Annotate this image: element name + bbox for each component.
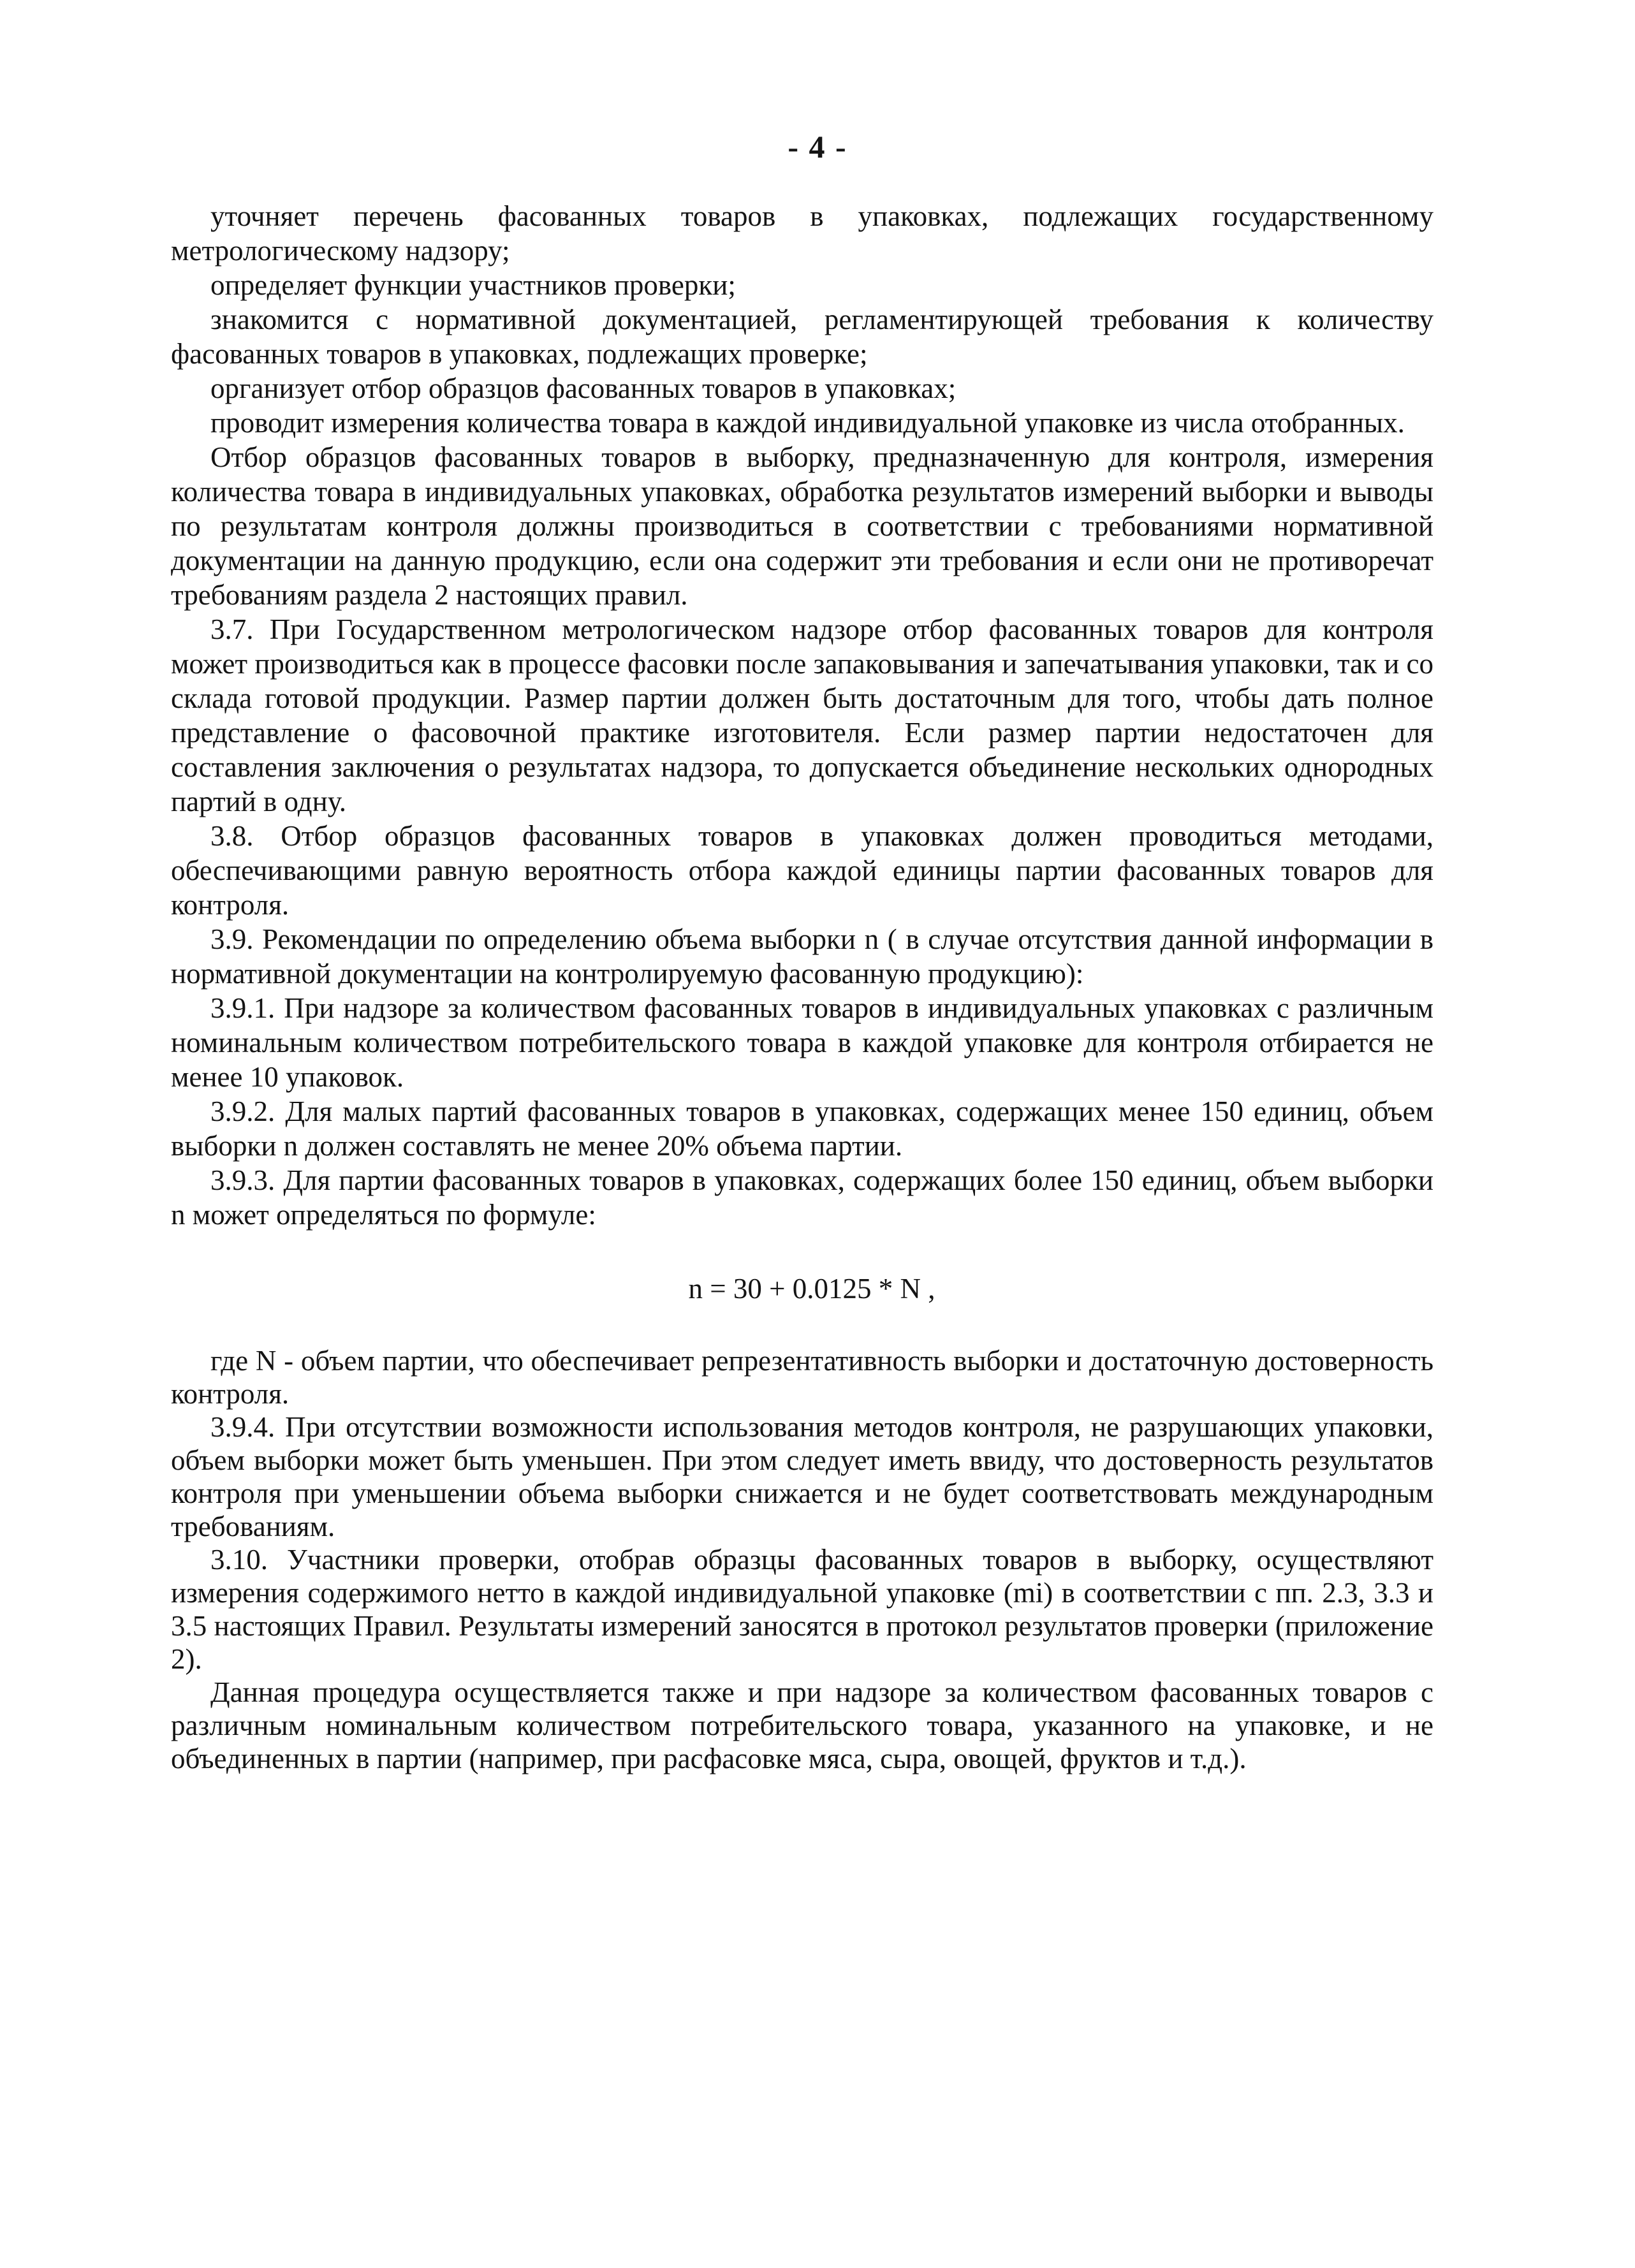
paragraph-3-9-3: 3.9.3. Для партии фасованных товаров в упаковках, содержащих более 150 единиц, объем выборки n может определяться по формуле: (171, 1164, 1433, 1231)
paragraph-3-9-2: 3.9.2. Для малых партий фасованных товаров в упаковках, содержащих менее 150 единиц, объем выборки n должен составлять не менее 20% объема партии. (171, 1095, 1433, 1162)
paragraph-3-9-1: 3.9.1. При надзоре за количеством фасованных товаров в индивидуальных упаковках с различным номинальным количеством потребительского товара в каждой упаковке для контроля отбирается не менее 10 упаковок. (171, 992, 1433, 1093)
page-number: - 4 - (788, 129, 847, 165)
paragraph-3-9-4: 3.9.4. При отсутствии возможности использования методов контроля, не разрушающих упаковки, объем выборки может быть уменьшен. При этом следует иметь ввиду, что достоверность результатов контроля при уменьшении объема выборки снижается и не будет соответствовать международным требованиям. (171, 1411, 1433, 1542)
paragraph-procedure-note: Данная процедура осуществляется также и при надзоре за количеством фасованных товаров с различным номинальным количеством потребительского товара, указанного на упаковке, и не объединенных в партии (например, при расфасовке мяса, сыра, овощей, фруктов и т.д.). (171, 1676, 1433, 1774)
paragraph-3-9: 3.9. Рекомендации по определению объема выборки n ( в случае отсутствия данной информации в нормативной документации на контролируемую фасованную продукцию): (171, 923, 1433, 990)
paragraph-sampling-requirements: Отбор образцов фасованных товаров в выборку, предназначенную для контроля, измерения количества товара в индивидуальных упаковках, обработка результатов измерений выборки и выводы по результатам контроля должны производиться в соответствии с требованиями нормативной документации на данную продукцию, если она содержит эти требования и если они не противоречат требованиям раздела 2 настоящих правил. (171, 441, 1433, 611)
paragraph-list-item-3: знакомится с нормативной документацией, регламентирующей требования к количеству фасованных товаров в упаковках, подлежащих проверке; (171, 304, 1433, 370)
paragraph-3-7: 3.7. При Государственном метрологическом надзоре отбор фасованных товаров для контроля может производиться как в процессе фасовки после запаковывания и запечатывания упаковки, так и со склада готовой продукции. Размер партии должен быть достаточным для того, чтобы дать полное представление о фасовочной практике изготовителя. Если размер партии недостаточен для составления заключения о результатах надзора, то допускается объединение нескольких однородных партий в одну. (171, 613, 1433, 817)
paragraph-formula-explanation: где N - объем партии, что обеспечивает репрезентативность выборки и достаточную достоверность контроля. (171, 1345, 1433, 1410)
sample-size-formula: n = 30 + 0.0125 * N , (688, 1273, 935, 1305)
body-text (171, 199, 1433, 1775)
paragraph-list-item-4: организует отбор образцов фасованных товаров в упаковках; (210, 372, 957, 404)
paragraph-3-8: 3.8. Отбор образцов фасованных товаров в упаковках должен проводиться методами, обеспечивающими равную вероятность отбора каждой единицы партии фасованных товаров для контроля. (171, 820, 1433, 921)
paragraph-list-item-1: уточняет перечень фасованных товаров в упаковках, подлежащих государственному метрологическому надзору; (171, 200, 1433, 267)
paragraph-list-item-5: проводит измерения количества товара в каждой индивидуальной упаковке из числа отобранных. (210, 407, 1405, 439)
paragraph-list-item-2: определяет функции участников проверки; (210, 269, 736, 301)
paragraph-3-10: 3.10. Участники проверки, отобрав образцы фасованных товаров в выборку, осуществляют измерения содержимого нетто в каждой индивидуальной упаковке (mi) в соответствии с пп. 2.3, 3.3 и 3.5 настоящих Правил. Результаты измерений заносятся в протокол результатов проверки (приложение 2). (171, 1544, 1433, 1675)
